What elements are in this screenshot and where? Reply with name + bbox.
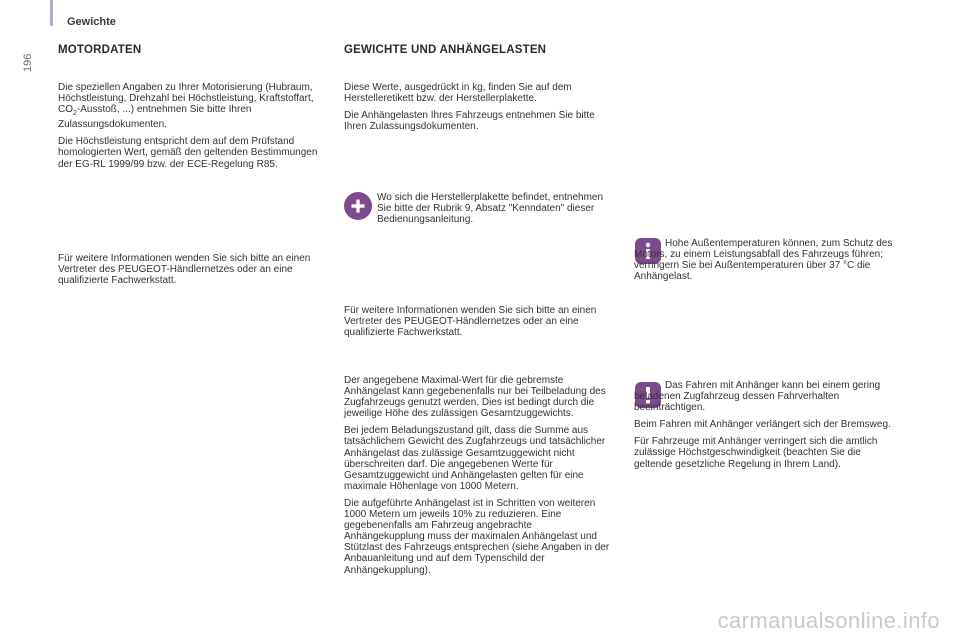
warning-p3: Für Fahrzeuge mit Anhänger verringert sich die amtlich zulässige Höchstgeschwindigkeit (beachten Sie die geltende gesetzliche Regelung in Ihrem Land). — [634, 436, 878, 470]
watermark: carmanualsonline.info — [717, 608, 940, 633]
motordaten-p2: Die Höchstleistung entspricht dem auf dem Prüfstand homologierten Wert, gemäß den geltenden Bestimmungen der EG-RL 1999/99 bzw. der ECE-Regelung R85. — [58, 136, 318, 170]
warning-p2: Beim Fahren mit Anhänger verlängert sich der Bremsweg. — [634, 419, 891, 431]
gewichte-p6: Die aufgeführte Anhängelast ist in Schritten von weiteren 1000 Metern um jeweils 10% zu reduzieren. Eine gegebenenfalls am Fahrzeug angebrachte Anhängekupplung muss der maximalen Anhängelast und Stützlast des Fahrzeugs entsprechen (siehe Angaben in der Anbauanleitung und auf dem Typenschild der Anhängekupplung). — [344, 497, 610, 576]
info-text: Hohe Außentemperaturen können, zum Schutz des Motors, zu einem Leistungsabfall des Fahrzeugs führen; verringern Sie bei Außentemperaturen über 37 °C die Anhängelast. — [634, 238, 893, 283]
motordaten-p3: Für weitere Informationen wenden Sie sich bitte an einen Vertreter des PEUGEOT-Händlernetzes oder an eine qualifizierte Fachwerkstatt. — [58, 253, 311, 287]
warning-text: Das Fahren mit Anhänger kann bei einem gering beladenen Zugfahrzeug dessen Fahrverhalten beeinträchtigen. — [634, 380, 881, 414]
section-tag: Gewichte — [67, 16, 116, 28]
gewichte-p5: Bei jedem Beladungszustand gilt, dass die Summe aus tatsächlichem Gewicht des Zugfahrzeugs und tatsächlicher Anhängelast das zulässige Gesamtzuggewicht nicht überschreiten darf. Die angegebenen Werte für Gesamtzuggewicht und Anhängelasten gelten für eine maximale Höhenlage von 1000 Metern. — [344, 425, 606, 492]
motordaten-p1: Die speziellen Angaben zu Ihrer Motorisierung (Hubraum, Höchstleistung, Drehzahl bei Höchstleistung, Kraftstoffart, $CO_2$-Ausstoß, ...) entnehmen Sie bitte Ihren Zulassungsdokumenten. — [58, 82, 314, 131]
gewichte-block — [344, 82, 614, 138]
gewichte-p2: Die Anhängelasten Ihres Fahrzeugs entnehmen Sie bitte Ihren Zulassungsdokumenten. — [344, 110, 595, 133]
note-block — [377, 192, 609, 231]
section-bar — [50, 0, 53, 26]
motordaten-heading: MOTORDATEN — [58, 44, 142, 56]
motordaten-block — [58, 82, 328, 176]
info-note — [634, 238, 896, 288]
gewichte-p1: Diese Werte, ausgedrückt in kg, finden Sie auf dem Herstelleretikett bzw. der Herstellerplakette. — [344, 82, 572, 105]
motordaten-info-block — [58, 253, 328, 292]
page-number: 196 — [22, 53, 34, 72]
gewichte-p4: Der angegebene Maximal-Wert für die gebremste Anhängelast kann gegebenenfalls nur bei Teilbeladung des Zugfahrzeugs genutzt werden. Dies ist bedingt durch die jeweilige Höhe des zulässigen Gesamtzuggewichts. — [344, 375, 606, 420]
warning-note — [634, 380, 896, 476]
gewichte-p3: Für weitere Informationen wenden Sie sich bitte an einen Vertreter des PEUGEOT-Händlernetzes oder an eine qualifizierte Fachwerkstatt. — [344, 305, 597, 339]
gewichte-details-block — [344, 375, 614, 582]
plus-icon — [344, 192, 372, 220]
gewichte-heading: GEWICHTE UND ANHÄNGELASTEN — [344, 44, 547, 56]
gewichte-info-block — [344, 305, 614, 344]
note-text: Wo sich die Herstellerplakette befindet, entnehmen Sie bitte der Rubrik 9, Absatz "Kenndaten" dieser Bedienungsanleitung. — [377, 192, 604, 226]
